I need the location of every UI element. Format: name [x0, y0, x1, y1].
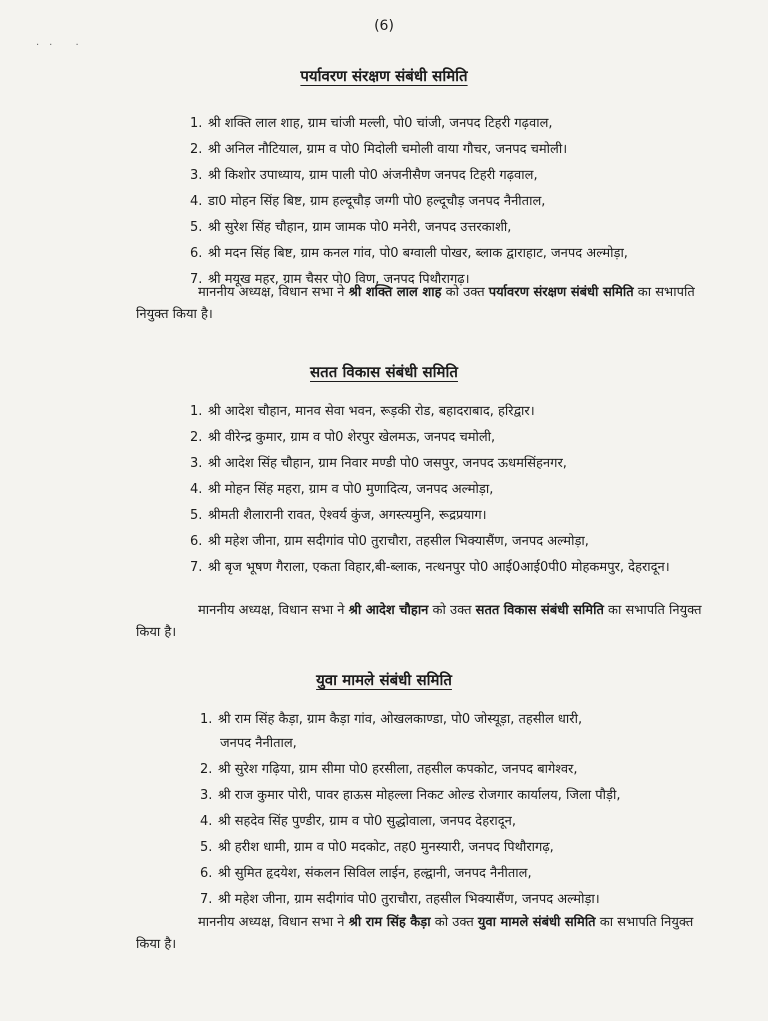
section-heading-youth-affairs: युवा मामले संबंधी समिति	[316, 671, 452, 689]
list-item: 5. श्री हरीश धामी, ग्राम व पो0 मदकोट, तह0 मुनस्यारी, जनपद पिथौरागढ़,	[200, 840, 554, 855]
section-heading-sustainable-development: सतत विकास संबंधी समिति	[310, 363, 458, 381]
list-item: 3. श्री किशोर उपाध्याय, ग्राम पाली पो0 अंजनीसैण जनपद टिहरी गढ़वाल,	[190, 168, 538, 183]
list-item: 1. श्री राम सिंह कैड़ा, ग्राम कैड़ा गांव, ओखलकाण्डा, पो0 जोस्यूड़ा, तहसील धारी, जनपद नैनीताल,	[200, 712, 583, 751]
list-item: 2. श्री वीरेन्द्र कुमार, ग्राम व पो0 शेरपुर खेलमऊ, जनपद चमोली,	[190, 430, 496, 445]
list-item: 2. श्री सुरेश गढ़िया, ग्राम सीमा पो0 हरसीला, तहसील कपकोट, जनपद बागेश्वर,	[200, 762, 578, 777]
list-item: 6. श्री मदन सिंह बिष्ट, ग्राम कनल गांव, पो0 बग्वाली पोखर, ब्लाक द्वाराहाट, जनपद अल्मोड़ा,	[190, 246, 628, 261]
member-list-youth-affairs	[200, 712, 700, 918]
list-item: 6. श्री महेश जीना, ग्राम सदीगांव पो0 तुराचौरा, तहसील भिक्यासैंण, जनपद अल्मोड़ा,	[190, 534, 589, 549]
list-item: 1. श्री शक्ति लाल शाह, ग्राम चांजी मल्ली, पो0 चांजी, जनपद टिहरी गढ़वाल,	[190, 116, 553, 131]
member-list-environment	[190, 116, 628, 298]
list-item: 4. श्री मोहन सिंह महरा, ग्राम व पो0 मुणादित्य, जनपद अल्मोड़ा,	[190, 482, 494, 497]
list-item: 5. श्री सुरेश सिंह चौहान, ग्राम जामक पो0 मनेरी, जनपद उत्तरकाशी,	[190, 220, 512, 235]
chairperson-note-environment: माननीय अध्यक्ष, विधान सभा ने श्री शक्ति लाल शाह को उक्त पर्यावरण संरक्षण संबंधी समिति का सभापति नियुक्त किया है।	[136, 285, 695, 322]
list-item: 7. श्री महेश जीना, ग्राम सदीगांव पो0 तुराचौरा, तहसील भिक्यासैंण, जनपद अल्मोड़ा।	[200, 892, 600, 907]
list-item: 4. डा0 मोहन सिंह बिष्ट, ग्राम हल्दूचौड़ जग्गी पो0 हल्दूचौड़ जनपद नैनीताल,	[190, 194, 546, 209]
list-item: 3. श्री आदेश सिंह चौहान, ग्राम निवार मण्डी पो0 जसपुर, जनपद ऊधमसिंहनगर,	[190, 456, 567, 471]
section-heading-environment: पर्यावरण संरक्षण संबंधी समिति	[300, 67, 468, 85]
page-number: (6)	[374, 18, 394, 34]
chairperson-note-sustainable-development: माननीय अध्यक्ष, विधान सभा ने श्री आदेश चौहान को उक्त सतत विकास संबंधी समिति का सभापति नियुक्त किया है।	[136, 603, 702, 640]
list-item: 7. श्री बृज भूषण गैराला, एकता विहार,बी-ब्लाक, नत्थनपुर पो0 आई0आई0पी0 मोहकमपुर, देहरादून।	[190, 560, 670, 575]
chairperson-note-youth-affairs: माननीय अध्यक्ष, विधान सभा ने श्री राम सिंह कैड़ा को उक्त युवा मामले संबंधी समिति का सभापति नियुक्त किया है।	[136, 915, 694, 952]
list-item: 1. श्री आदेश चौहान, मानव सेवा भवन, रूड़की रोड, बहादराबाद, हरिद्वार।	[190, 404, 535, 419]
list-item: 5. श्रीमती शैलारानी रावत, ऐश्वर्य कुंज, अगस्त्यमुनि, रूद्रप्रयाग।	[190, 508, 487, 523]
member-list-sustainable-development	[190, 404, 670, 586]
list-item: 6. श्री सुमित हृदयेश, संकलन सिविल लाईन, हल्द्वानी, जनपद नैनीताल,	[200, 866, 532, 881]
scan-specks: ·· ·	[36, 40, 89, 51]
list-item: 2. श्री अनिल नौटियाल, ग्राम व पो0 मिदोली चमोली वाया गौचर, जनपद चमोली।	[190, 142, 568, 157]
list-item: 4. श्री सहदेव सिंह पुण्डीर, ग्राम व पो0 सुद्धोवाला, जनपद देहरादून,	[200, 814, 517, 829]
list-item: 7. श्री मयूख महर, ग्राम चैसर पो0 विण, जनपद पिथौरागढ़।	[190, 272, 470, 287]
list-item: 3. श्री राज कुमार पोरी, पावर हाऊस मोहल्ला निकट ओल्ड रोजगार कार्यालय, जिला पौड़ी,	[200, 788, 621, 803]
